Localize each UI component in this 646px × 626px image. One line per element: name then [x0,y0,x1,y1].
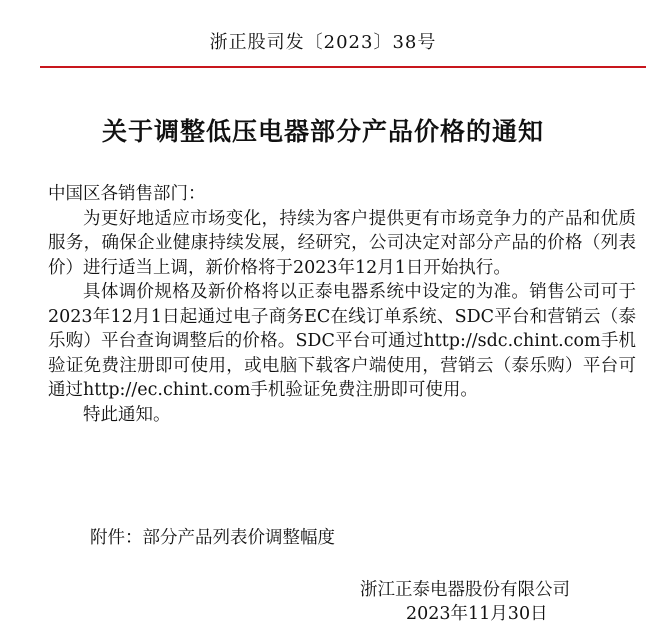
attachment-line: 附件：部分产品列表价调整幅度 [90,528,335,548]
notice-title: 关于调整低压电器部分产品价格的通知 [101,117,544,146]
closing-text: 特此通知。 [83,404,171,425]
paragraph-2: 具体调价规格及新价格将以正泰电器系统中设定的为准。销售公司可于2023年12月1日起通过电子商务EC在线订单系统、SDC平台和营销云（泰乐购）平台查询调整后的价格。SDC平台可通过http://sdc.chint.com手机验证免费注册即可使用，或电脑下载客户端使用，营销云（泰乐购）平台可通过http://ec.chint.com手机验证免费注册即可使用。 [48,282,636,400]
notice-body [48,182,636,427]
salutation: 中国区各销售部门： [48,184,206,204]
red-divider-line [40,66,646,68]
signature-company: 浙江正泰电器股份有限公司 [360,580,570,600]
signature-date: 2023年11月30日 [406,604,548,624]
paragraph-1: 为更好地适应市场变化，持续为客户提供更有市场竞争力的产品和优质服务，确保企业健康持续发展，经研究，公司决定对部分产品的价格（列表价）进行适当上调，新价格将于2023年12月1日开始执行。 [48,208,636,278]
document-number: 浙正股司发〔2023〕38号 [209,32,437,53]
